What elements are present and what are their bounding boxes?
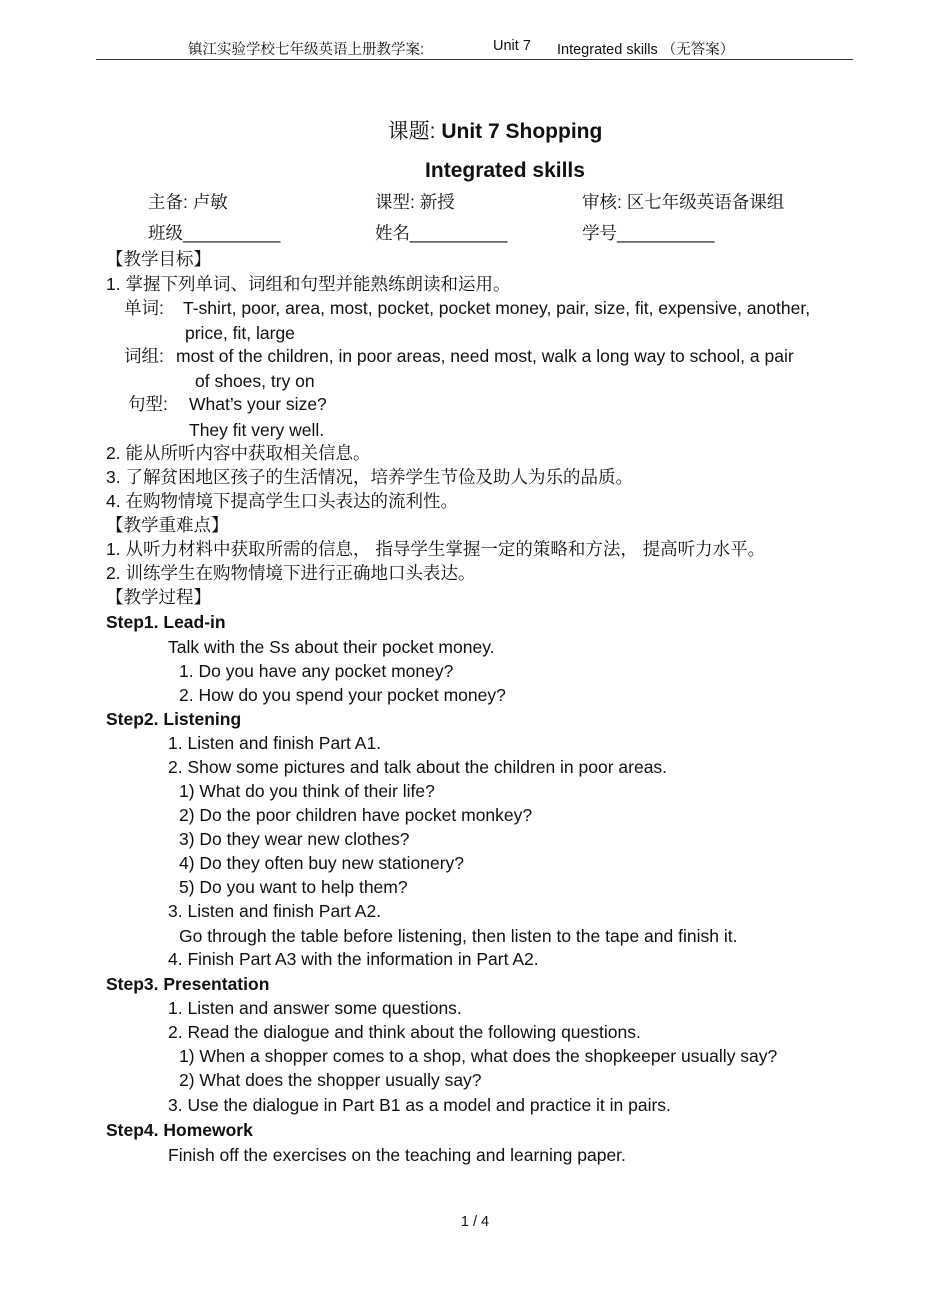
step3-item-3: 3. Use the dialogue in Part B1 as a model and practice it in pairs. bbox=[168, 1095, 671, 1115]
step2-item-3: 3. Listen and finish Part A2. bbox=[168, 901, 382, 921]
step2-question-4: 4) Do they often buy new stationery? bbox=[179, 853, 465, 873]
sentence-1: What’s your size? bbox=[189, 394, 327, 414]
sentences-label: 句型: bbox=[128, 394, 168, 414]
key-points-heading: 【教学重难点】 bbox=[106, 515, 229, 535]
info-name: 姓名__________ bbox=[375, 223, 508, 243]
objective-4: 4. 在购物情境下提高学生口头表达的流利性。 bbox=[106, 491, 458, 511]
step2-question-2: 2) Do the poor children have pocket monkey? bbox=[179, 805, 533, 825]
key-point-1: 1. 从听力材料中获取所需的信息， 指导学生掌握一定的策略和方法， 提高听力水平。 bbox=[106, 539, 766, 559]
step1-line: Talk with the Ss about their pocket money. bbox=[168, 637, 495, 657]
step2-item-2: 2. Show some pictures and talk about the children in poor areas. bbox=[168, 757, 668, 777]
info-type: 课型: 新授 bbox=[375, 192, 455, 212]
page-number: 1 / 4 bbox=[460, 1214, 490, 1230]
info-class: 班级__________ bbox=[148, 223, 281, 243]
title-main: Unit 7 Shopping bbox=[441, 120, 603, 143]
step2-title: Step2. Listening bbox=[106, 709, 242, 729]
lesson-subtitle: Integrated skills bbox=[425, 159, 585, 182]
header-rule bbox=[96, 59, 853, 60]
step1-question-2: 2. How do you spend your pocket money? bbox=[179, 685, 506, 705]
phrases-label: 词组: bbox=[124, 346, 164, 366]
phrases-line-1: most of the children, in poor areas, need most, walk a long way to school, a pair bbox=[176, 346, 794, 366]
step3-question-1: 1) When a shopper comes to a shop, what does the shopkeeper usually say? bbox=[179, 1046, 778, 1066]
step4-item-1: Finish off the exercises on the teaching and learning paper. bbox=[168, 1145, 626, 1165]
step2-question-3: 3) Do they wear new clothes? bbox=[179, 829, 410, 849]
lesson-title bbox=[0, 115, 950, 145]
step1-question-1: 1. Do you have any pocket money? bbox=[179, 661, 454, 681]
words-line-2: price, fit, large bbox=[185, 323, 295, 343]
key-point-2: 2. 训练学生在购物情境下进行正确地口头表达。 bbox=[106, 563, 476, 583]
objective-1: 1. 掌握下列单词、词组和句型并能熟练朗读和运用。 bbox=[106, 274, 511, 294]
objective-3: 3. 了解贫困地区孩子的生活情况，培养学生节俭及助人为乐的品质。 bbox=[106, 467, 633, 487]
step2-question-1: 1) What do you think of their life? bbox=[179, 781, 435, 801]
step3-item-1: 1. Listen and answer some questions. bbox=[168, 998, 462, 1018]
words-label: 单词: bbox=[124, 298, 164, 318]
step2-item-3-detail: Go through the table before listening, then listen to the tape and finish it. bbox=[179, 926, 738, 946]
info-number: 学号__________ bbox=[582, 223, 715, 243]
step4-title: Step4. Homework bbox=[106, 1120, 253, 1140]
step2-item-4: 4. Finish Part A3 with the information in Part A2. bbox=[168, 949, 539, 969]
phrases-line-2: of shoes, try on bbox=[195, 371, 315, 391]
step3-title: Step3. Presentation bbox=[106, 974, 270, 994]
process-heading: 【教学过程】 bbox=[106, 587, 211, 607]
header-unit: Unit 7 bbox=[493, 38, 531, 54]
step1-title: Step1. Lead-in bbox=[106, 612, 226, 632]
title-prefix: 课题: bbox=[387, 120, 436, 143]
objective-2: 2. 能从所听内容中获取相关信息。 bbox=[106, 443, 371, 463]
info-reviewer: 审核: 区七年级英语备课组 bbox=[582, 192, 785, 212]
step3-item-2: 2. Read the dialogue and think about the following questions. bbox=[168, 1022, 641, 1042]
sentence-2: They fit very well. bbox=[189, 420, 325, 440]
step2-question-5: 5) Do you want to help them? bbox=[179, 877, 408, 897]
step3-question-2: 2) What does the shopper usually say? bbox=[179, 1070, 482, 1090]
step2-item-1: 1. Listen and finish Part A1. bbox=[168, 733, 382, 753]
words-line-1: T-shirt, poor, area, most, pocket, pocket money, pair, size, fit, expensive, another, bbox=[183, 298, 811, 318]
objectives-heading: 【教学目标】 bbox=[106, 249, 211, 269]
header-school: 镇江实验学校七年级英语上册教学案: bbox=[188, 42, 425, 58]
info-author: 主备: 卢敏 bbox=[148, 192, 228, 212]
header-topic: Integrated skills （无答案） bbox=[557, 42, 735, 58]
